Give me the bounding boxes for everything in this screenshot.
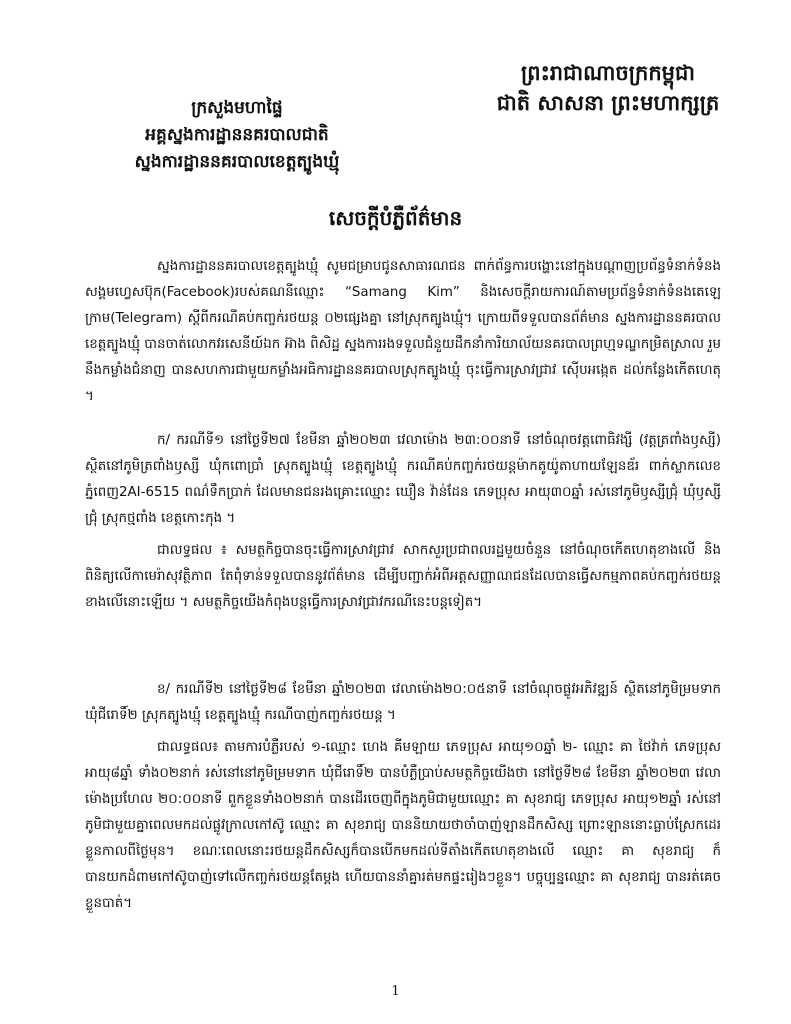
case-2-paragraph: ខ/ ករណីទី២ នៅថ្ងៃទី២៨ ខែមីនា ឆ្នាំ២០២៣ វេលាម៉ោង២០:០៥នាទី នៅចំណុចផ្លូវអភិវឌ្ឍន៍ ស្ថិតនៅភូមិម្រមទាក ឃុំជីរោទិ៍២ ស្រុកត្បូងឃ្មុំ ខេត្តត្បូងឃ្មុំ ករណីបាញ់កញ្ចក់រថយន្ត ។: [85, 682, 721, 723]
issuing-authority: [92, 95, 382, 176]
ministry-name: ក្រសួងមហាផ្ទៃ: [191, 98, 283, 118]
case-2-result-paragraph: ជាលទ្ធផល៖ តាមការបំភ្លឺរបស់ ១-ឈ្មោះ ហេង គីមឡាយ ភេទប្រុស អាយុ១០ឆ្នាំ ២- ឈ្មោះ គា ថៃវ៉ាក់ ភេទប្រុស អាយុ៨ឆ្នាំ ទាំង០២នាក់ រស់នៅនៅភូមិម្រមទាក ឃុំជីរោទិ៍២ បានបំភ្លឺប្រាប់សមត្ថកិច្ចយើងថា នៅថ្ងៃទី២៨ ខែមីនា ឆ្នាំ២០២៣ វេលាម៉ោងប្រហែល ២០:០០នាទី ពួកខ្លួនទាំង០២នាក់ បានដើរចេញពីក្នុងភូមិជាមួយឈ្មោះ គា សុខរាជ្យ ភេទប្រុស អាយុ១២ឆ្នាំ រស់នៅភូមិជាមួយគ្នាពេលមកដល់ផ្លូវក្រាលកៅស៊ូ ឈ្មោះ គា សុខរាជ្យ បាននិយាយថាចាំបាញ់ឡានដឹកសិស្ស ព្រោះឡាននោះធ្លាប់ស្រែកដេរខ្លួនកាលពីថ្ងៃមុន។ ខណៈពេលនោះរថយន្តដឹកសិស្សក៏បានបើកមកដល់ទីតាំងកើតហេតុខាងលើ ឈ្មោះ គា សុខរាជ្យ ក៏បានយកដំពាមកៅស៊ូបាញ់ទៅលើកញ្ចក់រថយន្តតែម្តង ហើយបាននាំគ្នារត់មកផ្ទះរៀងៗខ្លួន។ បច្ចុប្បន្នឈ្មោះ គា សុខរាជ្យ បានរត់គេចខ្លួនបាត់។: [85, 740, 721, 911]
kingdom-motto: [478, 58, 738, 118]
national-motto: ជាតិ សាសនា ព្រះមហាក្សត្រ: [496, 90, 720, 115]
case-1-result-paragraph: ជាលទ្ធផល ៖ សមត្ថកិច្ចបានចុះធ្វើការស្រាវជ្រាវ សាកសួរប្រជាពលរដ្ឋមួយចំនួន នៅចំណុចកើតហេតុខាងលើ និងពិនិត្យលើកាមេរ៉ាសុវត្ថិភាព តែពុំទាន់ទទួលបាននូវព័ត៌មាន ដើម្បីបញ្ជាក់អំពីអត្តសញ្ញាណជនដែលបានធ្វើសកម្មភាពគប់កញ្ចក់រថយន្តខាងលើនោះឡើយ ។ សមត្ថកិច្ចយើងកំពុងបន្តធ្វើការស្រាវជ្រាវករណីនេះបន្តទៀត។: [85, 543, 721, 610]
case-1-paragraph: ក/ ករណីទី១ នៅថ្ងៃទី២៧ ខែមីនា ឆ្នាំ២០២៣ វេលាម៉ោង ២៣:០០នាទី នៅចំណុចវត្តពោធិវង្សី (វត្តត្រពាំងឫស្សី) ស្ថិតនៅភូមិត្រពាំងឫស្សី ឃុំកពោប្រាំ ស្រុកត្បូងឃ្មុំ ខេត្តត្បូងឃ្មុំ ករណីគប់កញ្ចក់រថយន្តម៉ាកតូយ៉ូតាហាយឡែនឌ័រ ពាក់ស្លាកលេខភ្នំពេញ2AI-6515 ពណ៌ទឹកប្រាក់ ដែលមានជនរងគ្រោះឈ្មោះ ឃឿន វ៉ាន់ដែន ភេទប្រុស អាយុ៣០ឆ្នាំ រស់នៅភូមិឫស្សីជ្រុំ ឃុំឫស្សីជ្រុំ ស្រុកថ្មពាំង ខេត្តកោះកុង ។: [85, 433, 721, 526]
provincial-commissariat: ស្នងការដ្ឋាននគរបាលខេត្តត្បូងឃ្មុំ: [134, 152, 340, 172]
document-title: សេចក្តីបំភ្លឺព័ត៌មាន: [328, 206, 463, 230]
kingdom-name: ព្រះរាជាណាចក្រកម្ពុជា: [520, 60, 695, 85]
general-commissariat: អគ្គស្នងការដ្ឋាននគរបាលជាតិ: [145, 125, 329, 145]
page-number: 1: [391, 984, 400, 999]
intro-paragraph: ស្នងការដ្ឋាននគរបាលខេត្តត្បូងឃ្មុំ សូមជម្រាបជូនសាធារណជន ពាក់ព័ន្ធការបង្ហោះនៅក្នុងបណ្តាញប្រព័ន្ធទំនាក់ទំនងសង្គមហ្វេសប៊ុក(Facebook)របស់គណនីឈ្មោះ “Samang Kim” និងសេចក្តីរាយការណ៍តាមប្រព័ន្ធទំនាក់ទំនងតេឡេក្រាម(Telegram) ស្តីពីករណីគប់កញ្ចក់រថយន្ត ០២ផ្សេងគ្នា នៅស្រុកត្បូងឃ្មុំ។ ក្រោយពីទទួលបានព័ត៌មាន ស្នងការដ្ឋាននគរបាលខេត្តត្បូងឃ្មុំ បានចាត់លោកវរសេនីយ៍ឯក អ៊ាង ពិសិដ្ឋ ស្នងការរងទទួលជំនួយដឹកនាំការិយាល័យនគរបាលព្រហ្មទណ្ឌកម្រិតស្រាល រួមនឹងកម្លាំងជំនាញ បានសហការជាមួយកម្លាំងអធិការដ្ឋាននគរបាលស្រុកត្បូងឃ្មុំ ចុះធ្វើការស្រាវជ្រាវ ស៊ើបអង្កេត ដល់កន្លែងកើតហេតុ ។: [85, 259, 721, 404]
